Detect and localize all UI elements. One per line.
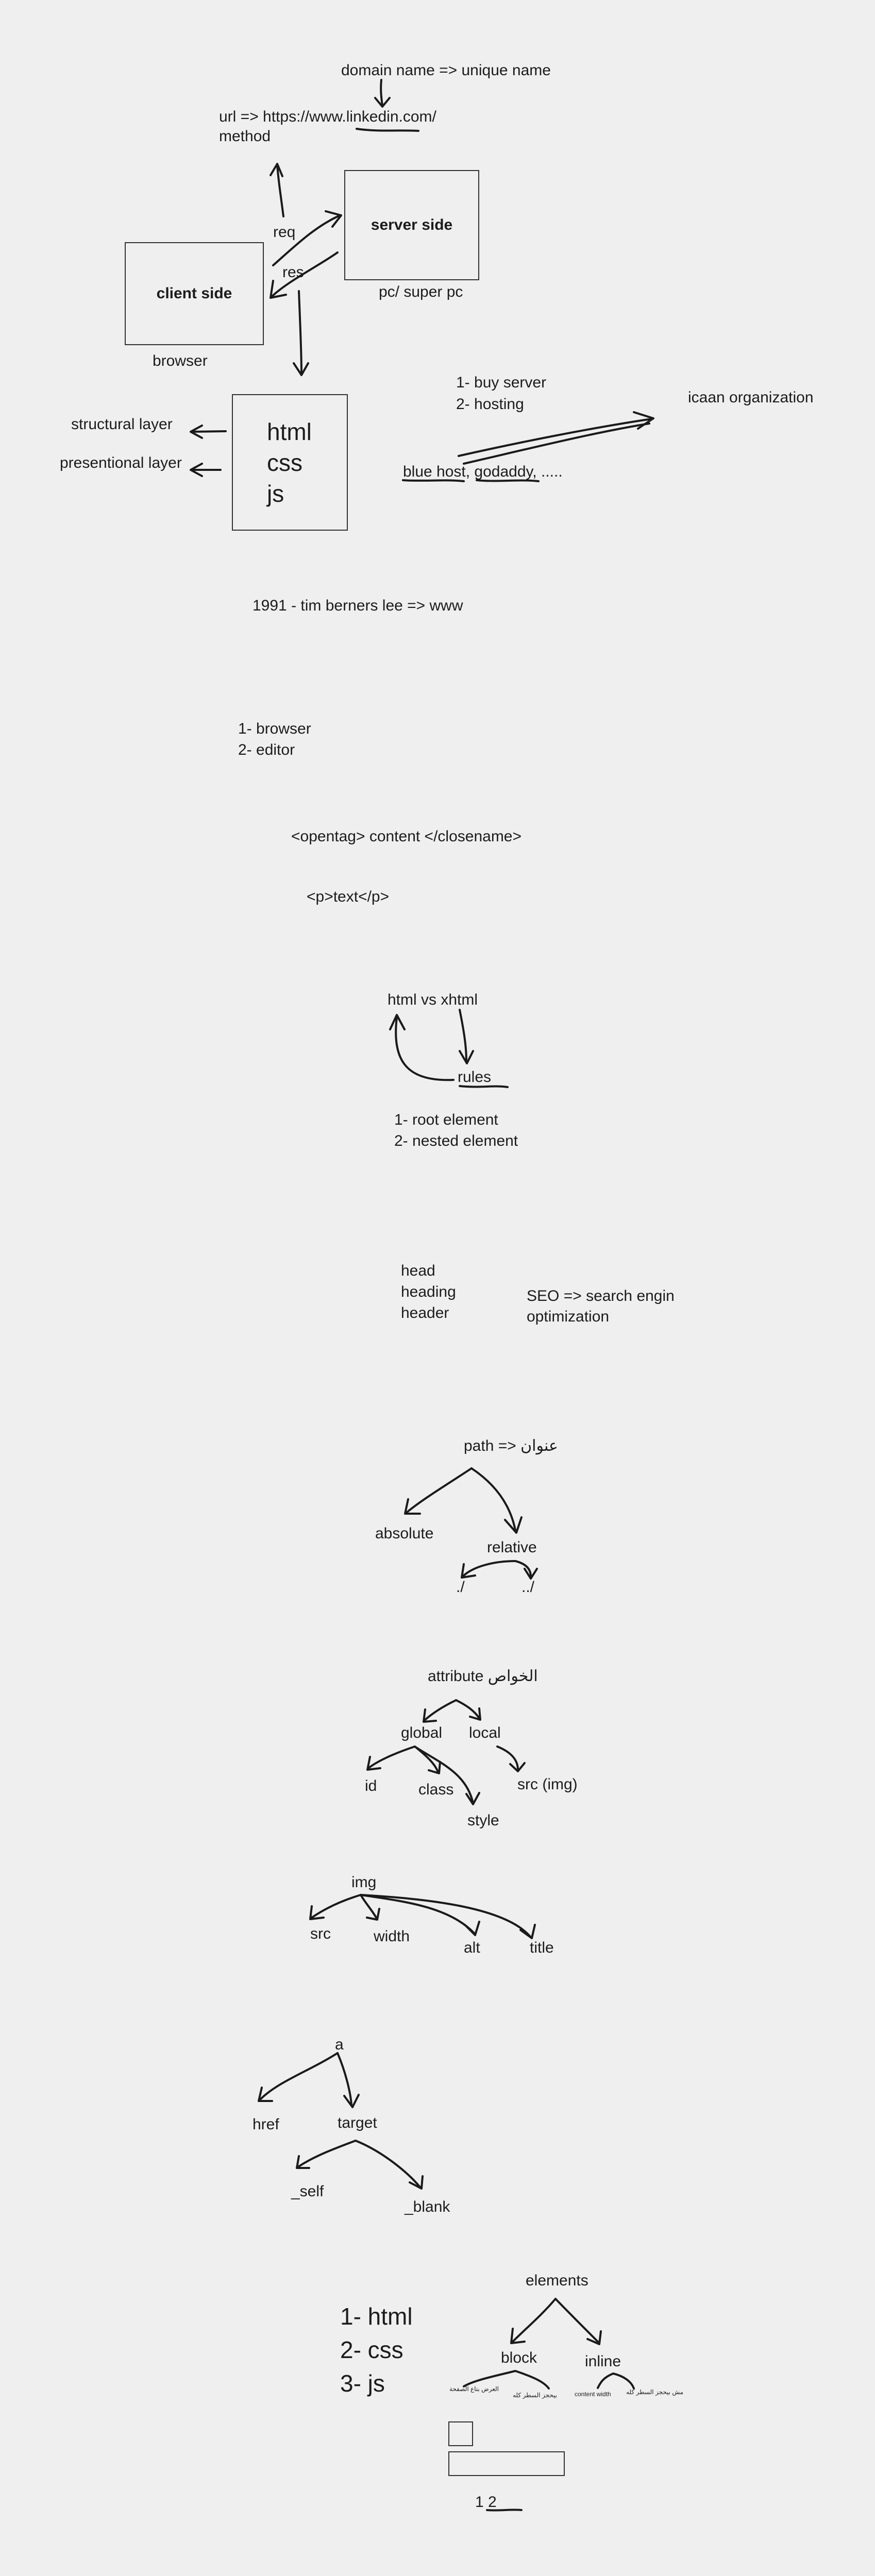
arrow-relative-parent [515,1561,537,1579]
arrow-global-class [415,1747,440,1773]
attribute-local: local [469,1724,501,1741]
inline-note-1: content width [575,2391,611,2398]
anchor-href: href [253,2116,279,2133]
rule-root-element: 1- root element [394,1111,498,1128]
term-head: head [401,1262,435,1279]
seo-line-2: optimization [527,1308,610,1325]
stack-css: 2- css [340,2336,403,2363]
path-current-dir: ./ [456,1579,465,1596]
icaan-label: icaan organization [688,389,814,406]
arrow-attr-global [424,1700,456,1722]
attribute-style: style [467,1812,499,1829]
arrow-to-layers [294,291,308,375]
arrow-presentational [191,464,221,476]
res-label: res [282,264,304,281]
rule-nested-element: 2- nested element [394,1132,518,1149]
block-note-1: العرض بتاع الصفحة [449,2385,499,2393]
img-attr-alt: alt [464,1939,480,1956]
term-header: header [401,1304,449,1321]
elements-title: elements [526,2272,588,2289]
arrow-global-id [367,1747,415,1770]
arrow-rules-back [390,1015,453,1080]
hosts-list: blue host, godaddy, ..... [403,463,563,480]
block-note-2: بيحجز السطر كله [513,2392,558,2399]
arrow-target-blank [356,2141,423,2189]
inline-box-demo [448,2421,473,2446]
attribute-id: id [365,1777,377,1794]
tag-syntax-pattern: <opentag> content </closename> [291,828,522,845]
domain-note: domain name => unique name [341,62,551,79]
arrow-relative-current [462,1561,515,1578]
elements-block: block [501,2349,537,2366]
anchor-blank: _blank [405,2198,450,2215]
layer-css: css [267,449,302,476]
underline-linkedin [357,129,418,131]
arrow-server-to-client [271,252,338,298]
client-caption: browser [153,352,208,369]
rules-label: rules [458,1069,492,1086]
arrow-img-width [361,1895,379,1920]
arrow-xhtml-to-rules [460,1010,473,1063]
elements-numbers: 1 2 [475,2494,497,2511]
arrow-path-absolute [405,1468,472,1514]
img-attr-title: title [530,1939,554,1956]
client-box-label: client side [156,285,232,302]
block-box-demo [448,2451,565,2476]
hosting-step-2: 2- hosting [456,396,524,413]
req-label: req [273,224,296,241]
path-title: path => عنوان [464,1437,558,1454]
url-note: url => https://www.linkedin.com/ [219,108,436,125]
path-absolute: absolute [375,1525,434,1542]
layer-html: html [267,418,312,445]
arrow-structural [191,426,226,438]
path-relative: relative [487,1539,537,1556]
arrow-a-target [338,2053,359,2107]
history-note: 1991 - tim berners lee => www [253,597,463,614]
arrow-elements-block [511,2299,556,2343]
tool-editor: 2- editor [238,741,295,758]
anchor-target: target [338,2114,377,2131]
attribute-class: class [418,1781,454,1798]
arrow-path-relative [472,1468,521,1533]
attribute-title: attribute الخواص [428,1668,538,1685]
arrow-target-self [297,2141,356,2168]
arrow-local-src [497,1747,525,1771]
term-heading: heading [401,1283,456,1300]
attribute-src-img: src (img) [517,1776,578,1793]
arrow-req-up [271,164,283,216]
stack-js: 3- js [340,2370,385,2397]
anchor-self: _self [291,2183,324,2200]
arrow-inline-notes [598,2374,634,2388]
hosting-step-1: 1- buy server [456,374,547,391]
arrow-elements-inline [556,2299,601,2344]
server-box [344,170,479,280]
method-note: method [219,128,271,145]
inline-note-2: مش بيحجز السطر كله [626,2388,684,2396]
tool-browser: 1- browser [238,720,311,737]
layers-box [232,394,348,531]
arrow-a-href [259,2053,338,2101]
arrow-attr-local [456,1700,480,1720]
server-caption: pc/ super pc [379,283,463,300]
img-title: img [351,1874,377,1891]
presentational-layer-label: presentional layer [60,454,182,471]
tag-syntax-example: <p>text</p> [307,888,390,905]
arrow-hosts-to-icaan-2 [464,423,649,464]
client-box [125,242,264,345]
arrow-img-src [310,1895,361,1919]
arrow-domain-to-url [375,80,390,107]
img-attr-src: src [310,1925,331,1942]
img-attr-width: width [374,1928,410,1945]
arrow-hosts-to-icaan [459,412,653,456]
layer-js: js [267,480,284,507]
stack-html: 1- html [340,2303,413,2330]
server-box-label: server side [371,216,453,233]
seo-line-1: SEO => search engin [527,1287,675,1304]
structural-layer-label: structural layer [71,416,173,433]
elements-inline: inline [585,2353,621,2370]
path-parent-dir: ../ [521,1579,535,1596]
anchor-title: a [335,2036,344,2053]
attribute-global: global [401,1724,443,1741]
xhtml-title: html vs xhtml [388,991,478,1008]
